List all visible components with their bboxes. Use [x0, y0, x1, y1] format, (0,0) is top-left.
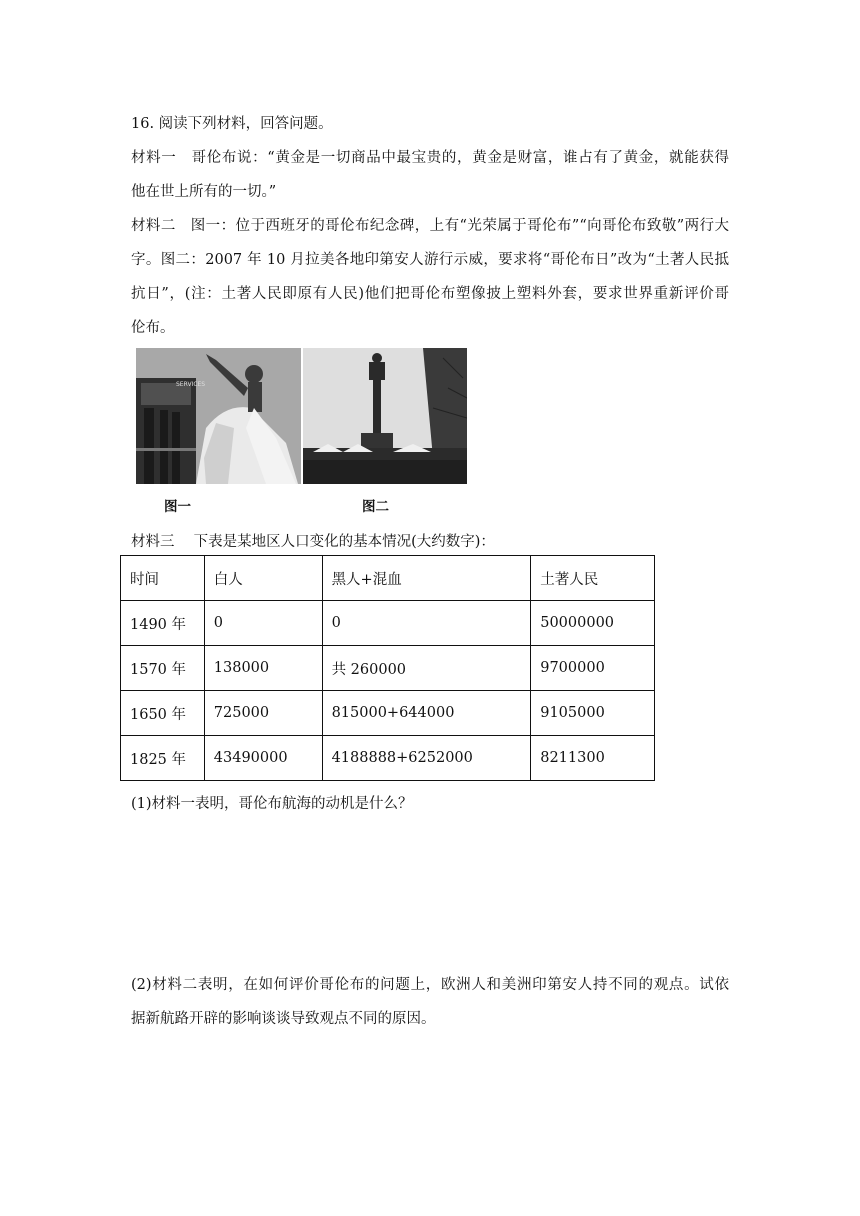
material2-line1: 材料二 图一：位于西班牙的哥伦布纪念碑，上有“光荣属于哥伦布”“向哥伦布致敬”两行大 [131, 218, 729, 234]
material1-line2: 他在世上所有的一切。” [131, 184, 277, 200]
material3-intro: 材料三 下表是某地区人口变化的基本情况(大约数字)： [131, 534, 495, 550]
population-table [120, 555, 655, 781]
table-cell: 9700000 [531, 646, 655, 691]
material2-line3: 抗日”，(注：土著人民即原有人民)他们把哥伦布塑像披上塑料外套，要求世界重新评价哥 [131, 286, 729, 302]
figure1-caption: 图一 [164, 499, 191, 515]
table-cell: 1570 年 [121, 646, 205, 691]
table-cell: 815000+644000 [322, 691, 531, 736]
subquestion-2-line1: (2)材料二表明，在如何评价哥伦布的问题上，欧洲人和美洲印第安人持不同的观点。试依 [131, 977, 729, 993]
table-cell: 1490 年 [121, 601, 205, 646]
table-cell: 43490000 [204, 736, 322, 781]
table-header-cell: 黑人+混血 [322, 556, 531, 601]
table-cell: 8211300 [531, 736, 655, 781]
table-row [121, 646, 655, 691]
sign-text: SERVICES [176, 381, 206, 388]
table-cell: 725000 [204, 691, 322, 736]
figure1-photo [136, 348, 301, 484]
table-header-row [121, 556, 655, 601]
table-cell: 138000 [204, 646, 322, 691]
table-cell: 1650 年 [121, 691, 205, 736]
table-row [121, 601, 655, 646]
table-cell: 9105000 [531, 691, 655, 736]
question-header: 16. 阅读下列材料，回答问题。 [131, 116, 333, 132]
material1-line1: 材料一 哥伦布说：“黄金是一切商品中最宝贵的，黄金是财富，谁占有了黄金，就能获得 [131, 150, 729, 166]
table-cell: 50000000 [531, 601, 655, 646]
table-row [121, 691, 655, 736]
table-cell: 4188888+6252000 [322, 736, 531, 781]
subquestion-1: (1)材料一表明，哥伦布航海的动机是什么？ [131, 796, 413, 812]
subquestion-2-line2: 据新航路开辟的影响谈谈导致观点不同的原因。 [131, 1011, 436, 1027]
table-row [121, 736, 655, 781]
figure-photos [136, 348, 468, 494]
table-header-cell: 时间 [121, 556, 205, 601]
figure2-caption: 图二 [362, 499, 389, 515]
table-cell: 共 260000 [322, 646, 531, 691]
table-cell: 1825 年 [121, 736, 205, 781]
table-cell: 0 [204, 601, 322, 646]
table-cell: 0 [322, 601, 531, 646]
figure2-photo [303, 348, 467, 484]
table-header-cell: 土著人民 [531, 556, 655, 601]
table-header-cell: 白人 [204, 556, 322, 601]
material2-line4: 伦布。 [131, 320, 175, 336]
material2-line2: 字。图二：2007 年 10 月拉美各地印第安人游行示威，要求将“哥伦布日”改为“土著人民抵 [131, 252, 729, 268]
